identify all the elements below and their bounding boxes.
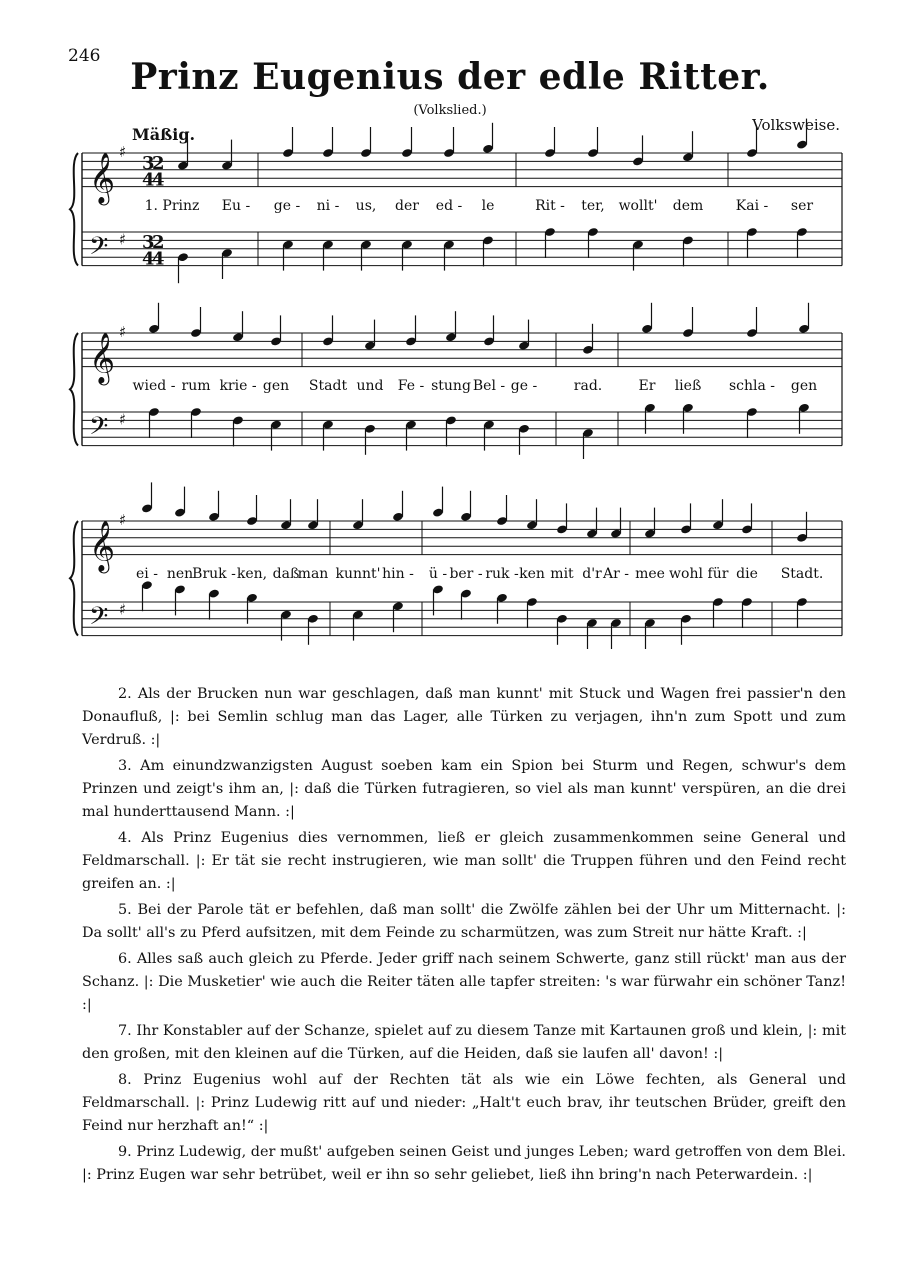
verse-5: 5. Bei der Parole tät er befehlen, daß man sollt' die Zwölfe zählen bei der Uhr um Mitternacht. |: Da sollt' all's zu Pferd aufsitzen, mit dem Feinde zu scharmützen, was zum Streit nur hätte Kraft. :| bbox=[82, 902, 846, 941]
lyric-syllable: Eu - bbox=[221, 198, 251, 214]
lyric-syllable: ei - bbox=[136, 566, 158, 582]
lyric-syllable: 1. Prinz bbox=[144, 198, 200, 214]
composer-credit: Volksweise. bbox=[752, 116, 840, 134]
sharp-key-signature: ♯ bbox=[119, 511, 127, 529]
treble-clef: 𝄞 bbox=[89, 152, 116, 204]
lyric-syllable: ge - bbox=[510, 378, 538, 394]
verse-2: 2. Als der Brucken nun war geschlagen, daß man kunnt' mit Stuck und Wagen frei passier'n den Donaufluß, |: bei Semlin schlug man das Lager, alle Türken zu verjagen, ihn'n zum Spott und zum Verdruß. :| bbox=[82, 686, 846, 748]
lyrics-line-3 bbox=[0, 566, 900, 586]
verse-8: 8. Prinz Eugenius wohl auf der Rechten tät als wie ein Löwe fechten, als General und Feldmarschall. |: Prinz Ludewig ritt auf und nieder: „Halt't euch brav, ihr teutschen Brüder, greift den Feind nur herzhaft an!“ :| bbox=[82, 1072, 846, 1134]
tempo-marking: Mäßig. bbox=[132, 125, 196, 144]
lyric-syllable: die bbox=[736, 566, 758, 582]
time-signature-digit: 4 bbox=[152, 248, 165, 270]
time-signature-digit: 4 bbox=[142, 248, 155, 270]
sharp-key-signature: ♯ bbox=[119, 600, 127, 619]
bass-clef: 𝄢 bbox=[89, 411, 109, 447]
lyric-syllable: Ar - bbox=[603, 566, 629, 582]
lyric-syllable: für bbox=[707, 566, 729, 582]
lyric-syllable: ken, bbox=[236, 566, 268, 582]
time-signature-digit: 4 bbox=[152, 169, 165, 191]
verse-4: 4. Als Prinz Eugenius dies vernommen, ließ er gleich zusammenkommen seine General und Feldmarschall. |: Er tät sie recht instrugieren, wie man sollt' die Truppen führen und den Feind recht greifen an. :| bbox=[82, 830, 846, 892]
verse-7: 7. Ihr Konstabler auf der Schanze, spielet auf zu diesem Tanze mit Kartaunen groß und klein, |: mit den großen, mit den kleinen auf die Türken, auf die Heiden, daß sie laufen all' davon! :| bbox=[82, 1023, 846, 1062]
page-number: 246 bbox=[68, 46, 101, 66]
lyric-syllable: Stadt bbox=[308, 378, 348, 394]
lyric-syllable: und bbox=[356, 378, 384, 394]
lyric-syllable: schla - bbox=[728, 378, 776, 394]
lyric-syllable: ließ bbox=[674, 378, 702, 394]
verse-6: 6. Alles saß auch gleich zu Pferde. Jeder griff nach seinem Schwerte, ganz still rückt' man aus der Schanz. |: Die Musketier' wie auch die Reiter täten alle tapfer streiten: 's war fürwahr ein schöner Tanz! :| bbox=[82, 951, 846, 1013]
lyric-syllable: ter, bbox=[581, 198, 605, 214]
lyric-syllable: Er bbox=[638, 378, 656, 394]
time-signature-digit: 2 bbox=[152, 231, 165, 253]
lyric-syllable: Bel - bbox=[472, 378, 506, 394]
lyric-syllable: mee bbox=[635, 566, 665, 582]
lyric-syllable: Kai - bbox=[735, 198, 769, 214]
verses bbox=[82, 683, 846, 1190]
lyric-syllable: gen bbox=[262, 378, 290, 394]
sharp-key-signature: ♯ bbox=[119, 143, 127, 161]
time-signature-digit: 3 bbox=[142, 231, 155, 253]
lyric-syllable: wied - bbox=[132, 378, 176, 394]
time-signature-digit: 4 bbox=[142, 169, 155, 191]
lyrics-line-1 bbox=[0, 198, 900, 218]
lyric-syllable: ken bbox=[519, 566, 545, 582]
verse-3: 3. Am einundzwanzigsten August soeben kam ein Spion bei Sturm und Regen, schwur's dem Prinzen und zeigt's ihm an, |: daß die Türken futragieren, so viel als man kunnt' verspüren, an die drei mal hunderttausend Mann. :| bbox=[82, 758, 846, 820]
lyric-syllable: ser bbox=[790, 198, 814, 214]
treble-clef: 𝄞 bbox=[89, 520, 116, 572]
song-title: Prinz Eugenius der edle Ritter. bbox=[130, 56, 770, 98]
lyric-syllable: daß bbox=[272, 566, 300, 582]
song-subtitle: (Volkslied.) bbox=[413, 103, 487, 118]
lyric-syllable: d'r bbox=[582, 566, 602, 582]
lyric-syllable: Rit - bbox=[535, 198, 565, 214]
lyric-syllable: hin - bbox=[382, 566, 414, 582]
lyric-syllable: wohl bbox=[669, 566, 703, 582]
lyric-syllable: man bbox=[297, 566, 329, 582]
lyric-syllable: kunnt' bbox=[335, 566, 381, 582]
lyric-syllable: ü - bbox=[428, 566, 448, 582]
lyric-syllable: le bbox=[481, 198, 495, 214]
bass-clef: 𝄢 bbox=[89, 231, 109, 267]
lyric-syllable: us, bbox=[355, 198, 377, 214]
lyric-syllable: ber - bbox=[449, 566, 483, 582]
lyric-syllable: dem bbox=[672, 198, 704, 214]
lyric-syllable: gen bbox=[790, 378, 818, 394]
lyric-syllable: Fe - bbox=[397, 378, 425, 394]
lyric-syllable: mit bbox=[550, 566, 574, 582]
lyric-syllable: krie - bbox=[219, 378, 257, 394]
lyric-syllable: ed - bbox=[435, 198, 463, 214]
lyric-syllable: der bbox=[395, 198, 419, 214]
sharp-key-signature: ♯ bbox=[119, 230, 127, 249]
time-signature-digit: 2 bbox=[152, 152, 165, 174]
verse-9: 9. Prinz Ludewig, der mußt' aufgeben seinen Geist und junges Leben; ward getroffen von dem Blei. |: Prinz Eugen war sehr betrübet, weil er ihn so sehr geliebet, ließ ihn bring'n nach Peterwardein. :| bbox=[82, 1144, 846, 1183]
lyric-syllable: nen bbox=[166, 566, 194, 582]
lyric-syllable: Stadt. bbox=[780, 566, 824, 582]
lyric-syllable: ge - bbox=[273, 198, 301, 214]
time-signature-digit: 3 bbox=[142, 152, 155, 174]
sharp-key-signature: ♯ bbox=[119, 410, 127, 429]
bass-clef: 𝄢 bbox=[89, 601, 109, 637]
lyric-syllable: wollt' bbox=[618, 198, 658, 214]
lyric-syllable: rad. bbox=[573, 378, 603, 394]
lyric-syllable: Bruk - bbox=[192, 566, 236, 582]
lyric-syllable: stung bbox=[431, 378, 471, 394]
lyric-syllable: ni - bbox=[316, 198, 340, 214]
lyrics-line-2 bbox=[0, 378, 900, 398]
sharp-key-signature: ♯ bbox=[119, 323, 127, 341]
treble-clef: 𝄞 bbox=[89, 332, 116, 384]
lyric-syllable: rum bbox=[181, 378, 211, 394]
lyric-syllable: ruk - bbox=[485, 566, 519, 582]
